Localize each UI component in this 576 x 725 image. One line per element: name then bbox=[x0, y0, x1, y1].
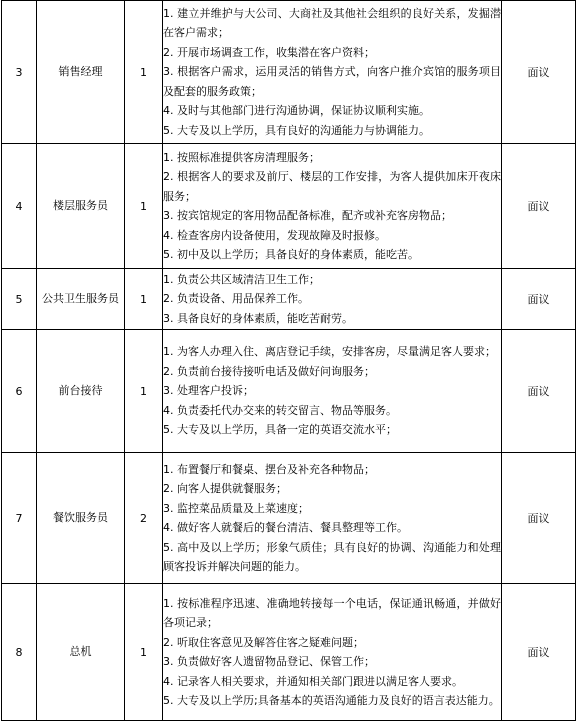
job-title: 餐饮服务员 bbox=[37, 453, 125, 584]
duty-item: 1. 为客人办理入住、离店登记手续，安排客房，尽量满足客人要求； bbox=[163, 345, 496, 359]
job-title: 总机 bbox=[37, 584, 125, 721]
duty-item: 2. 开展市场调查工作，收集潜在客户资料； bbox=[163, 45, 375, 59]
duty-item: 5. 大专及以上学历，具有良好的沟通能力与协调能力。 bbox=[163, 123, 430, 137]
job-duties bbox=[163, 269, 502, 330]
duty-item: 3. 具备良好的身体素质，能吃苦耐劳。 bbox=[163, 311, 353, 325]
headcount: 2 bbox=[125, 453, 163, 584]
job-row bbox=[2, 1, 576, 144]
job-title: 公共卫生服务员 bbox=[37, 269, 125, 330]
duty-item: 5. 大专及以上学历，具备一定的英语交流水平； bbox=[163, 423, 397, 437]
duty-item: 2. 向客人提供就餐服务； bbox=[163, 482, 287, 495]
salary: 面议 bbox=[502, 453, 576, 584]
job-rows bbox=[2, 1, 576, 721]
salary: 面议 bbox=[502, 1, 576, 144]
headcount: 1 bbox=[125, 269, 163, 330]
duty-item: 4. 负责委托代办交来的转交留言、物品等服务。 bbox=[163, 403, 397, 417]
salary: 面议 bbox=[502, 144, 576, 269]
row-number: 7 bbox=[2, 453, 37, 584]
duty-item: 5. 大专及以上学历;具备基本的英语沟通能力及良好的语言表达能力。 bbox=[163, 694, 500, 707]
duty-item: 4. 检查客房内设备使用，发现故障及时报修。 bbox=[163, 228, 386, 242]
duty-item: 3. 处理客户投诉； bbox=[163, 384, 254, 398]
duty-item: 1. 按照标准提供客房清理服务； bbox=[163, 150, 320, 164]
duty-item: 5. 高中及以上学历；形象气质佳；具有良好的协调、沟通能力和处理顾客投诉并解决问题的能力。 bbox=[163, 540, 501, 573]
duty-item: 3. 根据客户需求，运用灵活的销售方式，向客户推介宾馆的服务项目及配套的服务政策； bbox=[163, 65, 501, 98]
row-number: 5 bbox=[2, 269, 37, 330]
duty-item: 2. 负责设备、用品保养工作。 bbox=[163, 292, 309, 306]
duty-item: 1. 按标准程序迅速、准确地转接每一个电话，保证通讯畅通，并做好各项记录； bbox=[163, 596, 501, 629]
headcount: 1 bbox=[125, 330, 163, 453]
duty-item: 3. 监控菜品质量及上菜速度； bbox=[163, 501, 309, 515]
duty-item: 5. 初中及以上学历；具备良好的身体素质，能吃苦。 bbox=[163, 248, 419, 261]
row-number: 6 bbox=[2, 330, 37, 453]
headcount: 1 bbox=[125, 1, 163, 144]
duty-item: 4. 记录客人相关要求，并通知相关部门跟进以满足客人要求。 bbox=[163, 674, 463, 688]
job-duties bbox=[163, 584, 502, 721]
row-number: 3 bbox=[2, 1, 37, 144]
job-duties bbox=[163, 144, 502, 269]
duty-item: 1. 布置餐厅和餐桌、摆台及补充各种物品； bbox=[163, 462, 375, 476]
job-duties bbox=[163, 453, 502, 584]
job-duties bbox=[163, 330, 502, 453]
duty-item: 2. 负责前台接待接听电话及做好问询服务； bbox=[163, 364, 375, 378]
duty-item: 2. 听取住客意见及解答住客之疑难问题； bbox=[163, 635, 364, 649]
headcount: 1 bbox=[125, 144, 163, 269]
job-title: 楼层服务员 bbox=[37, 144, 125, 269]
job-row bbox=[2, 144, 576, 269]
job-row bbox=[2, 584, 576, 721]
job-title: 前台接待 bbox=[37, 330, 125, 453]
job-row bbox=[2, 453, 576, 584]
job-title: 销售经理 bbox=[37, 1, 125, 144]
job-listing-table bbox=[1, 0, 576, 721]
duty-item: 3. 负责做好客人遗留物品登记、保管工作； bbox=[163, 655, 375, 668]
salary: 面议 bbox=[502, 584, 576, 721]
duty-item: 4. 及时与其他部门进行沟通协调，保证协议顺利实施。 bbox=[163, 104, 430, 118]
job-row bbox=[2, 269, 576, 330]
duty-item: 1. 负责公共区域清洁卫生工作； bbox=[163, 272, 320, 286]
row-number: 4 bbox=[2, 144, 37, 269]
job-duties bbox=[163, 1, 502, 144]
salary: 面议 bbox=[502, 269, 576, 330]
job-row bbox=[2, 330, 576, 453]
duty-item: 1. 建立并维护与大公司、大商社及其他社会组织的良好关系，发掘潜在客户需求； bbox=[163, 6, 501, 40]
duty-item: 3. 按宾馆规定的客用物品配备标准，配齐或补充客房物品； bbox=[163, 209, 452, 222]
headcount: 1 bbox=[125, 584, 163, 721]
duty-item: 2. 根据客人的要求及前厅、楼层的工作安排，为客人提供加床开夜床服务； bbox=[163, 170, 501, 203]
duty-item: 4. 做好客人就餐后的餐台清洁、餐具整理等工作。 bbox=[163, 521, 408, 534]
row-number: 8 bbox=[2, 584, 37, 721]
salary: 面议 bbox=[502, 330, 576, 453]
